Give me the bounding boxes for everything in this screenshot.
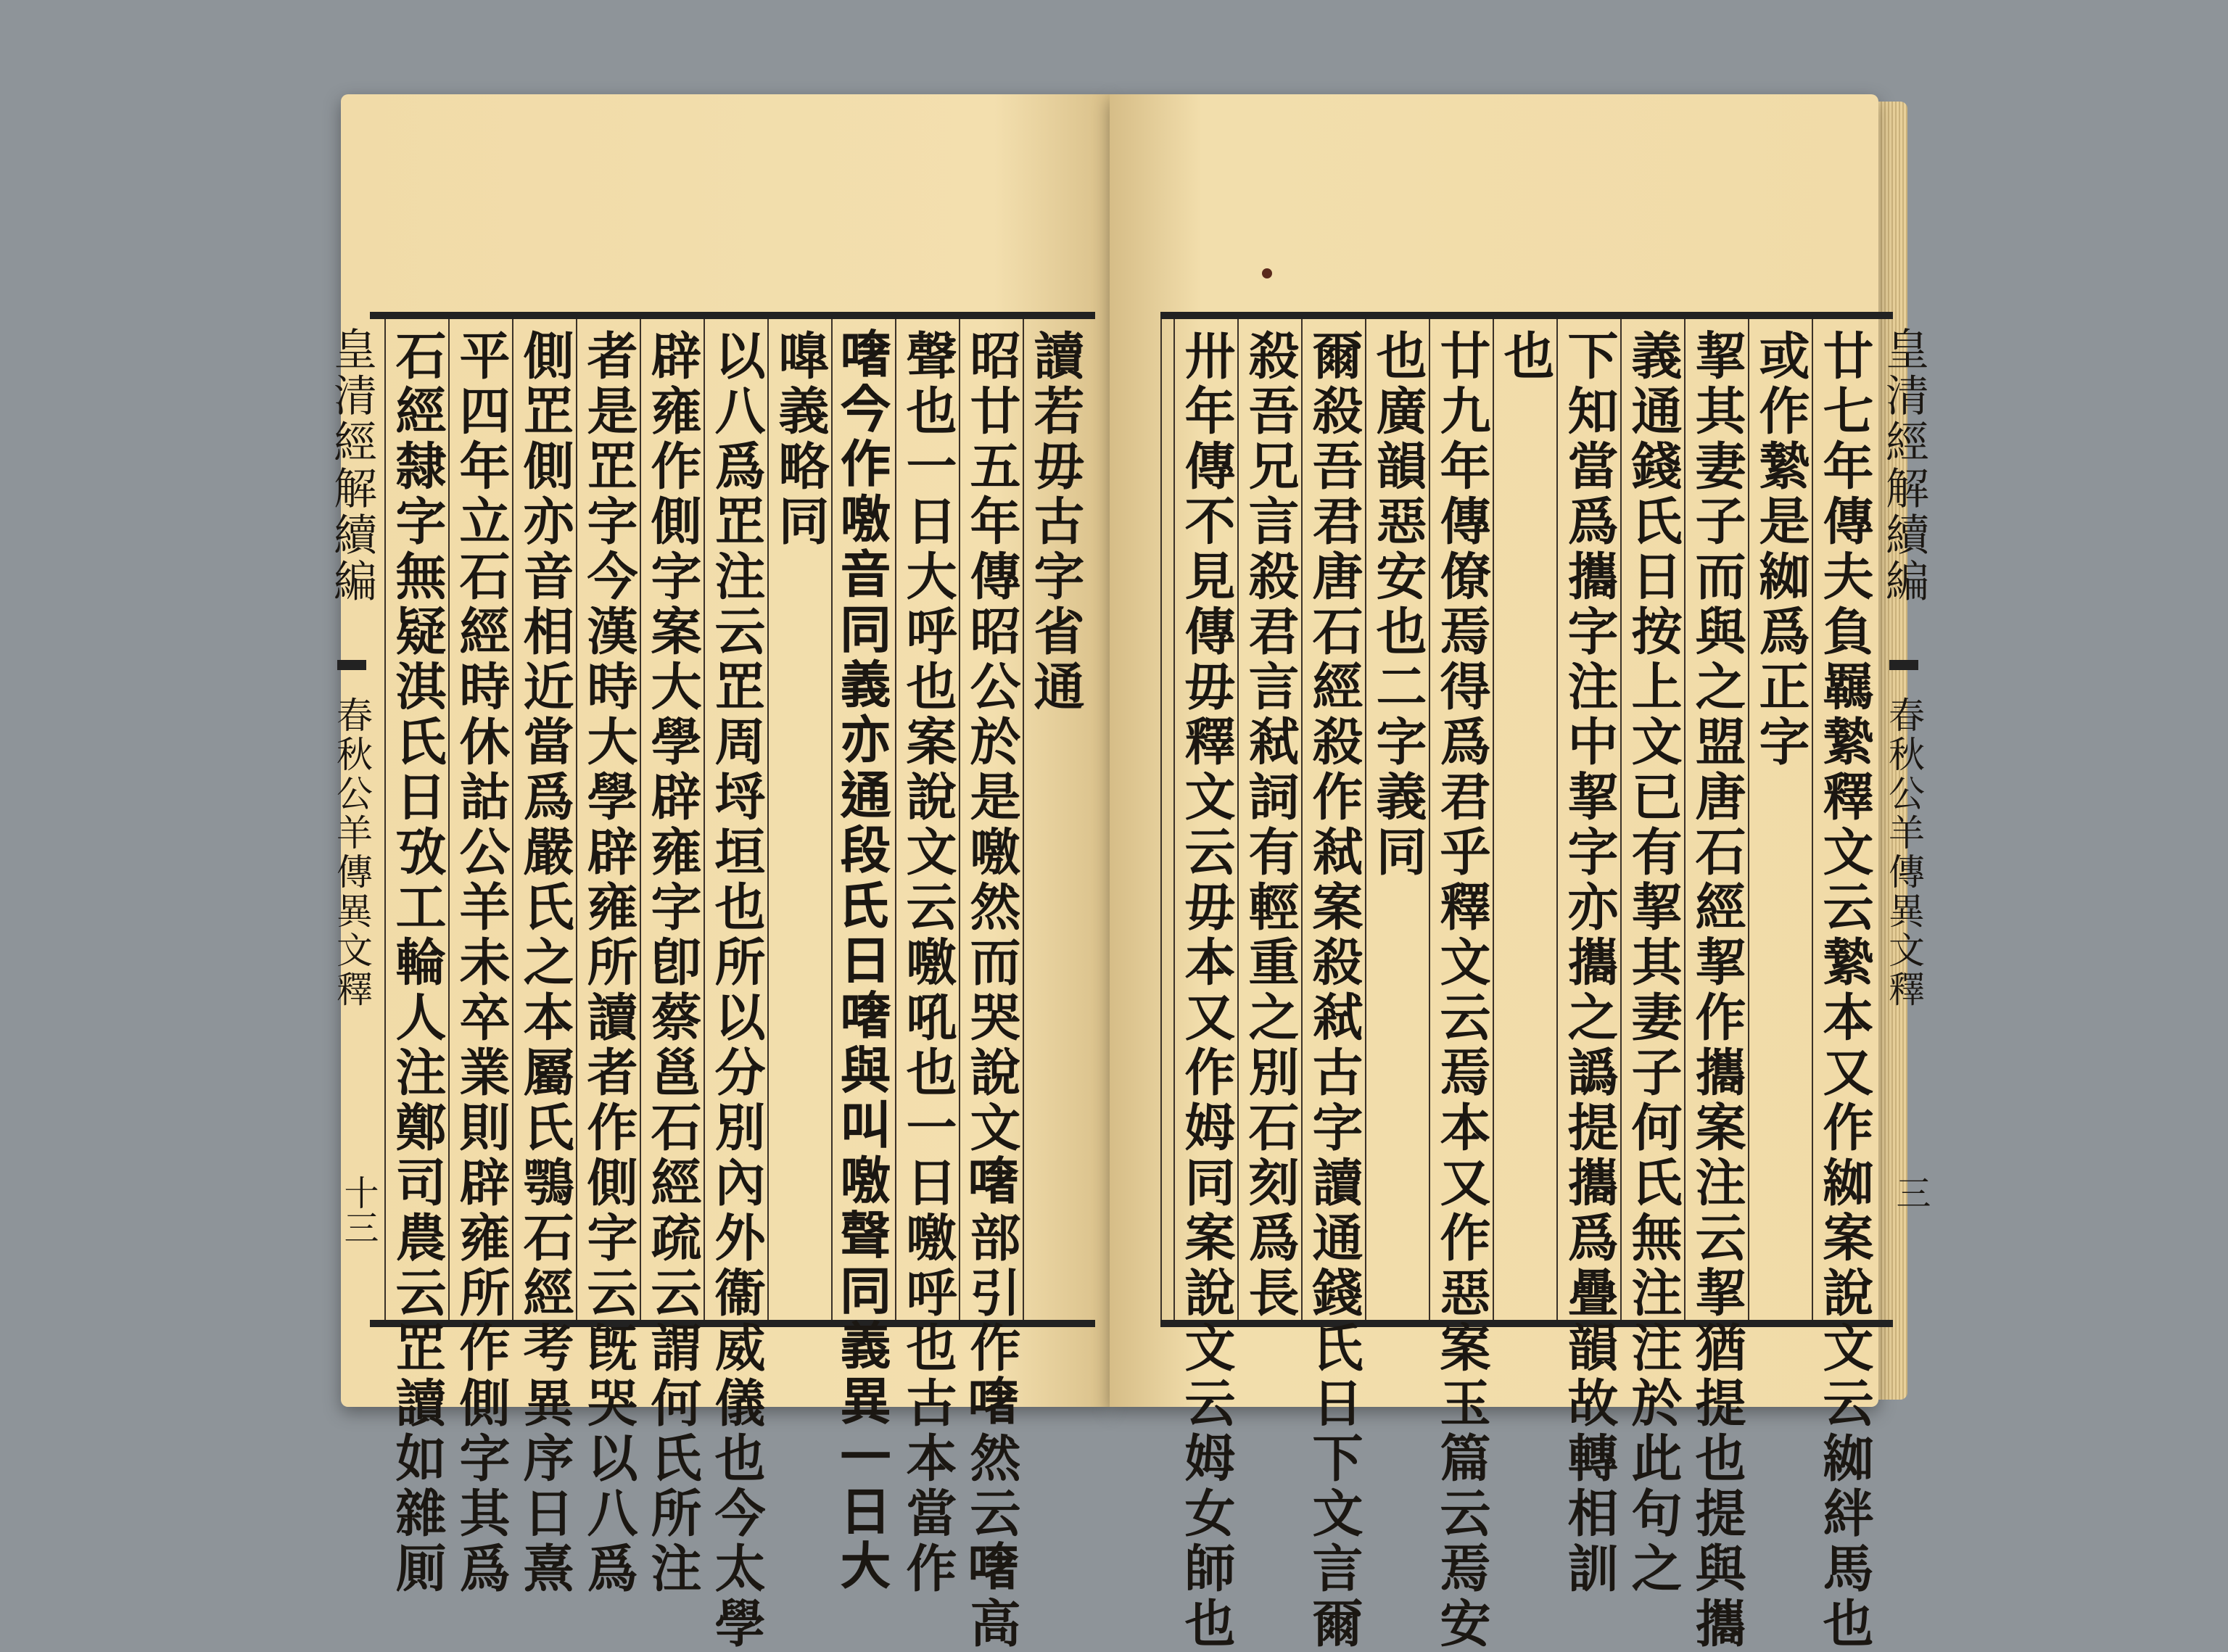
left-page [326, 94, 1110, 1652]
column-text: 者是𦊆字今漢時大學辟雍所讀者作側字云旣哭以八爲 [579, 329, 639, 1597]
column-rule [831, 319, 833, 1320]
column-text: 側𦊆側亦音相近當爲嚴氏之本屬氏鶚石經考異序日熹 [515, 329, 575, 1597]
column-text: 讀若毋古字省通 [1026, 329, 1086, 715]
right-col-2 [1749, 319, 1812, 1320]
column-rule [895, 319, 896, 1320]
column-text: 爾殺吾君唐石經殺作弒案殺弒古字讀通錢氏日下文言爾 [1304, 329, 1364, 1652]
column-rule [1748, 319, 1749, 1320]
margin-subtitle: 春秋公羊傳異文釋 [1883, 696, 1925, 1009]
column-rule [512, 319, 513, 1320]
right-text-frame [1160, 312, 1931, 1652]
column-rule [1301, 319, 1303, 1320]
column-text: 下知當爲攜字注中挈字亦攜之譌提攜爲疊韻故轉相訓 [1559, 329, 1620, 1597]
column-text: 也廣韻惡安也二字義同 [1368, 329, 1428, 880]
right-col-10 [1239, 319, 1301, 1320]
column-rule [1173, 319, 1175, 1320]
left-fore-edge-margin [326, 319, 377, 1320]
column-rule [704, 319, 705, 1320]
column-text: 𠾏今作噭音同義亦通段氏日𠾏與叫噭聲同義異一日大 [834, 329, 894, 1597]
left-col-2 [960, 319, 1023, 1652]
column-text: 嘷義略同 [770, 329, 830, 550]
right-col-3 [1686, 319, 1748, 1652]
column-rule [767, 319, 769, 1320]
column-rule [640, 319, 641, 1320]
column-rule [1023, 319, 1024, 1320]
right-col-6 [1494, 319, 1556, 1320]
column-text: 也 [1495, 329, 1556, 384]
column-rule [1365, 319, 1366, 1320]
left-col-9 [513, 319, 576, 1597]
left-col-4 [833, 319, 895, 1597]
right-col-11 [1175, 319, 1237, 1652]
column-text: 聲也一日大呼也案說文云噭吼也一日噭呼也古本當作 [898, 329, 958, 1597]
column-text: 平四年立石經時休詁公羊未卒業則辟雍所作側字其爲 [451, 329, 511, 1597]
column-rule [1684, 319, 1686, 1320]
column-rule [1556, 319, 1558, 1320]
column-text: 石經隸字無疑淇氏日攷工輪人注鄭司農云𦊆讀如雜厠 [387, 329, 447, 1597]
right-fore-edge-margin [1878, 319, 1929, 1320]
left-text-frame [326, 312, 1095, 1652]
left-col-6 [705, 319, 767, 1652]
column-rule [384, 319, 386, 1320]
right-col-7 [1430, 319, 1493, 1652]
ink-spot [1262, 268, 1272, 278]
column-text: 或作縶是𦀌爲正字 [1751, 329, 1811, 770]
right-col-5 [1558, 319, 1620, 1597]
left-col-7 [641, 319, 704, 1597]
left-col-1 [1024, 319, 1086, 1320]
column-text: 廿七年傳夫負羈縶釋文云縶本又作𦀌案說文云𦀌絆馬也 [1815, 329, 1875, 1652]
left-col-11 [386, 319, 448, 1597]
column-rule [1812, 319, 1813, 1320]
column-rule [1429, 319, 1430, 1320]
column-rule [1493, 319, 1494, 1320]
open-book [326, 87, 1931, 1652]
left-col-10 [450, 319, 512, 1597]
column-rule [959, 319, 960, 1320]
right-col-4 [1622, 319, 1684, 1597]
column-text: 廿九年傳僚焉得爲君乎釋文云焉本又作惡案玉篇云焉安 [1432, 329, 1492, 1652]
column-rule [1160, 319, 1162, 1320]
column-text: 以八爲𦊆注云𦊆周埒垣也所以分別內外衞威儀也今太學 [706, 329, 767, 1652]
right-col-8 [1366, 319, 1429, 1320]
margin-subtitle: 春秋公羊傳異文釋 [331, 696, 373, 1009]
column-text: 昭廿五年傳昭公於是噭然而哭說文𠾏部引作𠾏然云𠾏高 [962, 329, 1022, 1652]
column-rule [1620, 319, 1622, 1320]
column-rule [576, 319, 577, 1320]
left-col-3 [896, 319, 959, 1597]
column-text: 卅年傳不見傳毋釋文云毋本又作姆同案說文云姆女師也 [1176, 329, 1237, 1652]
left-col-8 [577, 319, 640, 1597]
right-col-1 [1813, 319, 1876, 1652]
fishtail-mark [337, 660, 366, 670]
fishtail-mark [1889, 660, 1918, 670]
margin-title: 皇清經解續編 [1878, 326, 1929, 605]
page-number: 三 [1890, 1175, 1931, 1210]
column-text: 義通錢氏日按上文已有挈其妻子何氏無注注於此句之 [1623, 329, 1683, 1597]
right-page [1110, 94, 1931, 1652]
column-text: 殺吾兄言殺君言弒詞有輕重之別石刻爲長 [1240, 329, 1300, 1321]
right-col-9 [1303, 319, 1365, 1652]
left-col-5 [769, 319, 831, 1320]
column-text: 挈其妻子而與之盟唐石經挈作攜案注云挈猶提也提與攜 [1687, 329, 1747, 1652]
column-text: 辟雍作側字案大學辟雍字卽蔡邕石經疏云謂何氏所注 [643, 329, 703, 1597]
margin-title: 皇清經解續編 [326, 326, 377, 605]
column-rule [448, 319, 450, 1320]
column-rule [1237, 319, 1239, 1320]
page-number: 十三 [338, 1175, 379, 1244]
